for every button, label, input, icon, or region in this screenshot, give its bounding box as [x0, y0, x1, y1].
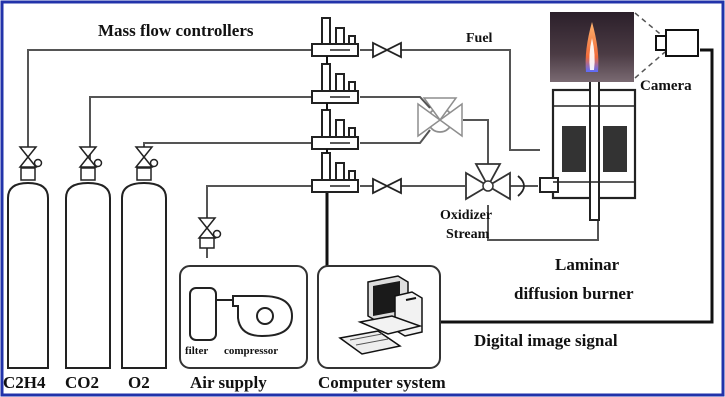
cylinder-co2-label: CO2: [65, 373, 99, 392]
camera-view-line-top: [635, 13, 665, 38]
needle-valves: [373, 43, 401, 193]
oxidizer-return-line: [488, 205, 598, 240]
burner-fuel-tube: [590, 80, 599, 220]
flame-photo: [550, 12, 634, 82]
mass-flow-controller-4: [312, 153, 358, 192]
burner-base: [540, 178, 558, 192]
burner-honeycomb-left: [562, 126, 586, 172]
three-way-valve-upper: [418, 98, 462, 136]
burner-label-line1: Laminar: [555, 255, 620, 274]
o2-line: [144, 143, 320, 165]
mass-flow-controller-2: [312, 64, 358, 103]
filter-body: [190, 288, 216, 340]
computer-system: [318, 266, 440, 368]
oxidizer-label-line2: Stream: [446, 227, 490, 242]
camera-icon: [656, 30, 698, 56]
air-line: [207, 186, 320, 258]
gas-cylinders: [8, 147, 166, 368]
mass-flow-controllers: [312, 18, 358, 192]
mass-flow-controller-3: [312, 110, 358, 149]
cylinder-o2-label: O2: [128, 373, 150, 392]
needle-valve-2: [373, 179, 401, 193]
air-supply-label: Air supply: [190, 373, 267, 392]
burner-honeycomb-right: [603, 126, 627, 172]
camera-view-line-bottom: [635, 52, 665, 78]
filter-label: filter: [185, 345, 209, 357]
cylinder-c2h4-label: C2H4: [3, 373, 46, 392]
three-way-valve-mixer: [466, 164, 510, 199]
mass-flow-controllers-label: Mass flow controllers: [98, 21, 254, 40]
oxidizer-label-line1: Oxidizer: [440, 208, 493, 223]
burner-label-line2: diffusion burner: [514, 284, 634, 303]
cylinder-co2: [66, 147, 110, 368]
computer-system-label: Computer system: [318, 373, 446, 392]
mixer-feed-line: [463, 120, 488, 165]
needle-valve-1: [373, 43, 401, 57]
cylinder-c2h4: [8, 147, 48, 368]
cylinder-o2: [122, 147, 166, 368]
digital-image-signal-label: Digital image signal: [474, 331, 618, 350]
co2-line: [90, 97, 320, 165]
compressor-label: compressor: [224, 345, 279, 357]
camera-label: Camera: [640, 78, 692, 94]
mass-flow-controller-1: [312, 18, 358, 56]
c2h4-line: [28, 50, 320, 165]
fuel-label: Fuel: [466, 31, 493, 46]
